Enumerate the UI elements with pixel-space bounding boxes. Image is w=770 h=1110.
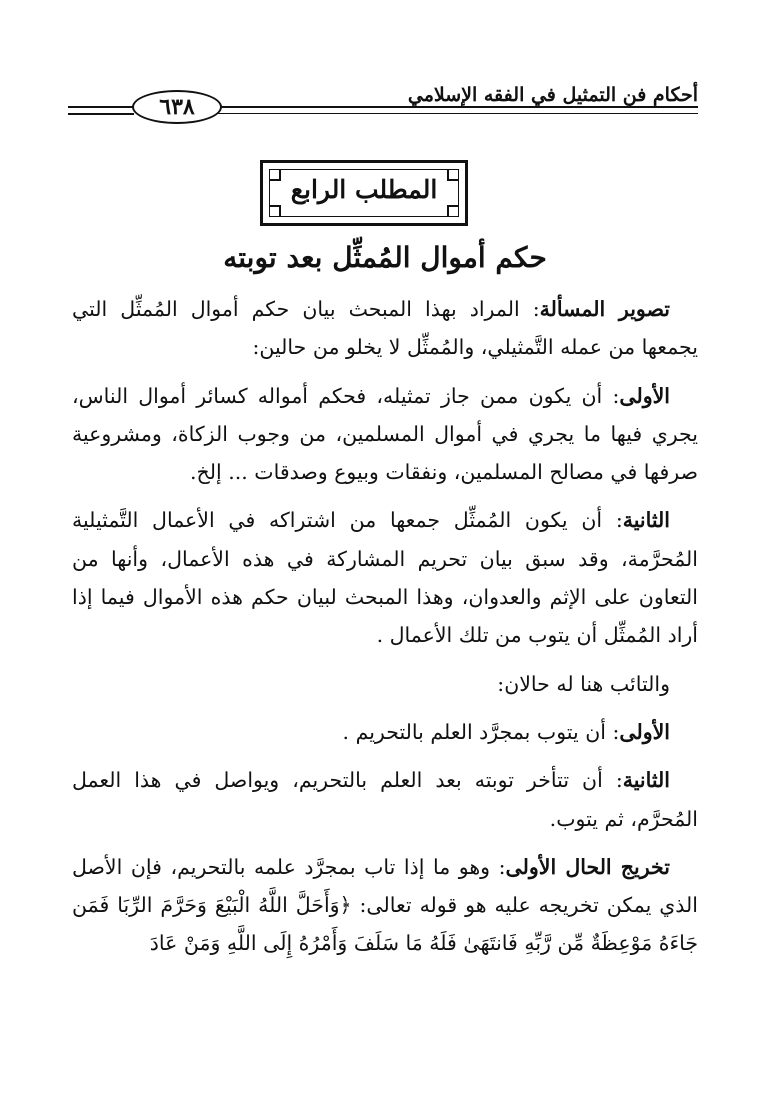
paragraph-text: : أن يكون ممن جاز تمثيله، فحكم أمواله كسائر أموال الناس، يجري فيها ما يجري في أموال المسلمين، من وجوب الزكاة، ومشروعية صرفها في مصالح المسلمين، ونفقات وبيوع وصدقات ... إلخ. (72, 383, 698, 485)
header-rule-thin (218, 113, 698, 114)
paragraph (72, 501, 698, 654)
paragraph (72, 290, 698, 367)
paragraph-lead: الثانية (622, 768, 670, 793)
frame-corner-ornament (269, 205, 281, 217)
paragraph (72, 377, 698, 492)
paragraph (72, 761, 698, 838)
paragraph-text: : أن يتوب بمجرَّد العلم بالتحريم . (342, 719, 620, 744)
paragraph (72, 848, 698, 963)
page-number: ٦٣٨ (132, 90, 222, 124)
paragraph (72, 665, 698, 703)
paragraph-text: : أن تتأخر توبته بعد العلم بالتحريم، ويواصل في هذا العمل المُحرَّم، ثم يتوب. (72, 768, 698, 831)
running-header (68, 80, 698, 126)
header-rule-double (68, 113, 134, 115)
paragraph-text: : أن يكون المُمثِّل جمعها من اشتراكه في الأعمال التَّمثيلية المُحرَّمة، وقد سبق بيان تحريم المشاركة في هذه الأعمال، وأنها من التعاون على الإثم والعدوان، وهذا المبحث لبيان حكم هذه الأموال فيما إذا أراد المُمثِّل أن يتوب من تلك الأعمال . (72, 508, 698, 648)
paragraph-lead: تصوير المسألة (539, 297, 670, 321)
paragraph-lead: الثانية (622, 508, 670, 533)
section-label: المطلب الرابع (290, 175, 438, 204)
paragraph-lead: الأولى (619, 383, 670, 408)
paragraph-lead: الأولى (619, 719, 670, 744)
section-title: حكم أموال المُمثِّل بعد توبته (223, 241, 547, 274)
paragraph-lead: تخريج الحال الأولى (505, 854, 670, 879)
section-label-frame (260, 160, 468, 226)
paragraph-text: : وهو ما إذا تاب بمجرَّد علمه بالتحريم، فإن الأصل الذي يمكن تخريجه عليه هو قوله تعالى: ﴿وَأَحَلَّ اللَّهُ الْبَيْعَ وَحَرَّمَ الرِّبَا فَمَن جَاءَهُ مَوْعِظَةٌ مِّن رَّبِّهِ فَانتَهَىٰ فَلَهُ مَا سَلَفَ وَأَمْرُهُ إِلَى اللَّهِ وَمَنْ عَادَ (72, 854, 698, 956)
running-title: أحكام فن التمثيل في الفقه الإسلامي (407, 84, 698, 106)
frame-corner-ornament (447, 205, 459, 217)
body-text (72, 290, 698, 973)
paragraph-text: والتائب هنا له حالان: (497, 671, 670, 696)
paragraph-text: : المراد بهذا المبحث بيان حكم أموال المُمثِّل التي يجمعها من عمله التَّمثيلي، والمُمثِّل لا يخلو من حالين: (72, 297, 698, 360)
paragraph (72, 713, 698, 751)
